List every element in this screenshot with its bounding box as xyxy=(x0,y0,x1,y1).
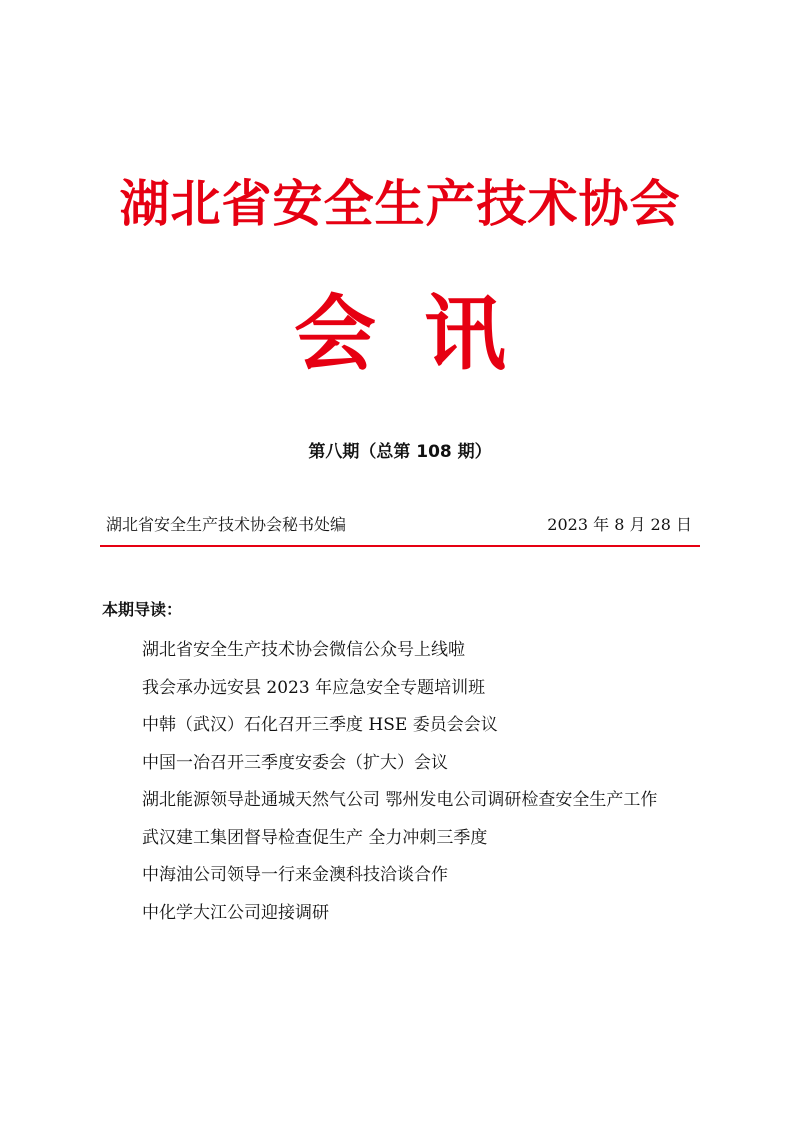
toc-item[interactable]: 我会承办远安县 2023 年应急安全专题培训班 xyxy=(142,677,486,698)
toc-item[interactable]: 武汉建工集团督导检查促生产 全力冲刺三季度 xyxy=(142,827,488,848)
org-title: 湖北省安全生产技术协会 xyxy=(119,174,681,233)
toc-item[interactable]: 湖北省安全生产技术协会微信公众号上线啦 xyxy=(142,640,465,660)
toc-item[interactable]: 中海油公司领导一行来金澳科技洽谈合作 xyxy=(142,865,448,885)
issue-number: 第八期（总第 108 期） xyxy=(308,442,492,462)
toc-item[interactable]: 中国一冶召开三季度安委会（扩大）会议 xyxy=(142,752,448,773)
toc-list xyxy=(102,632,702,932)
doc-type-title: 会讯 xyxy=(293,286,554,382)
toc-item[interactable]: 中韩（武汉）石化召开三季度 HSE 委员会会议 xyxy=(142,715,498,735)
toc-item[interactable]: 中化学大江公司迎接调研 xyxy=(142,902,329,923)
editor-line: 湖北省安全生产技术协会秘书处编 xyxy=(106,515,347,534)
toc-item[interactable]: 湖北能源领导赴通城天然气公司 鄂州发电公司调研检查安全生产工作 xyxy=(142,790,658,810)
issue-date: 2023 年 8 月 28 日 xyxy=(547,515,692,534)
toc-heading: 本期导读： xyxy=(102,600,183,619)
red-divider xyxy=(100,545,700,547)
meta-row xyxy=(100,512,696,538)
